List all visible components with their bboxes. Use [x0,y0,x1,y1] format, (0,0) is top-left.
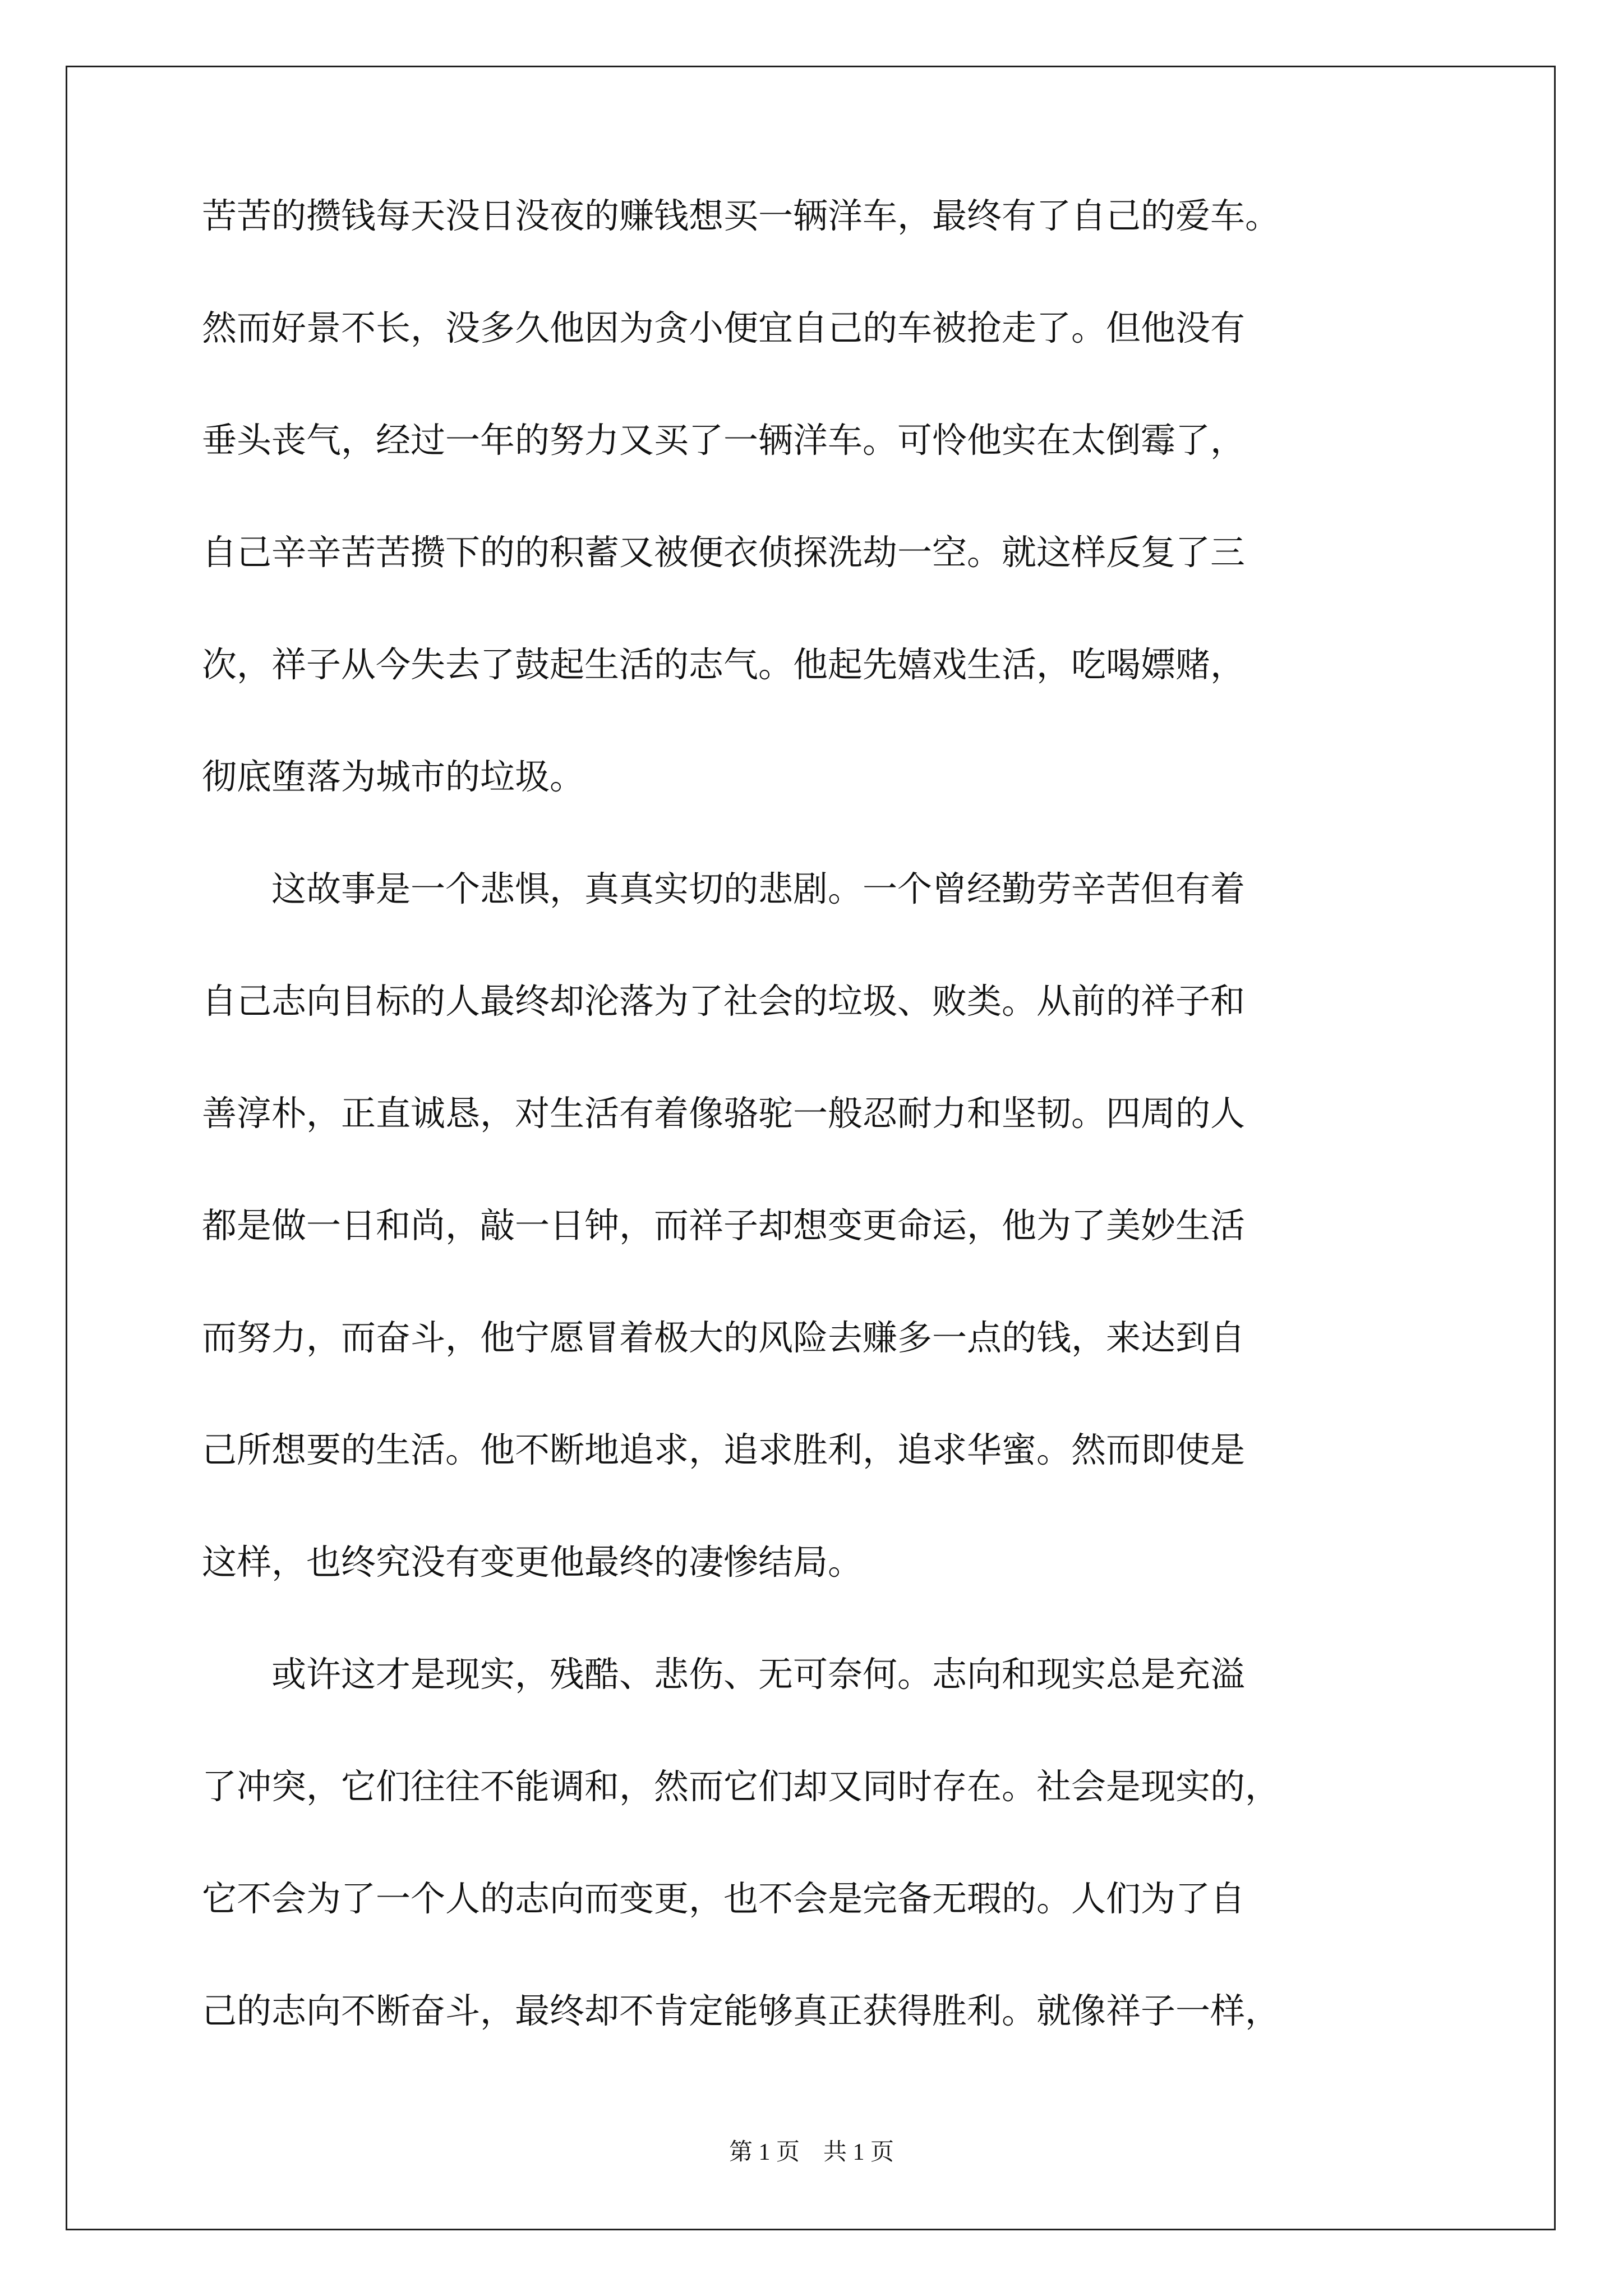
text-line: 了冲突，它们往往不能调和，然而它们却又同时存在。社会是现实的， [202,1766,1280,1807]
text-line: 己的志向不断奋斗，最终却不肯定能够真正获得胜利。就像祥子一样， [202,1990,1280,2031]
page-number-footer: 第 1 页 共 1 页 [728,2139,894,2165]
text-line: 苦苦的攒钱每天没日没夜的赚钱想买一辆洋车，最终有了自己的爱车。 [202,195,1280,236]
text-line: 都是做一日和尚，敲一日钟，而祥子却想变更命运，他为了美妙生活 [202,1205,1246,1246]
text-line: 或许这才是现实，残酷、悲伤、无可奈何。志向和现实总是充溢 [202,1654,1246,1695]
text-line: 彻底堕落为城市的垃圾。 [202,756,585,797]
text-line: 己所想要的生活。他不断地追求，追求胜利，追求华蜜。然而即使是 [202,1429,1246,1470]
text-line: 自己志向目标的人最终却沦落为了社会的垃圾、败类。从前的祥子和 [202,981,1246,1022]
text-line: 垂头丧气，经过一年的努力又买了一辆洋车。可怜他实在太倒霉了， [202,420,1246,461]
text-line: 自己辛辛苦苦攒下的的积蓄又被便衣侦探洗劫一空。就这样反复了三 [202,532,1246,573]
text-line: 它不会为了一个人的志向而变更，也不会是完备无瑕的。人们为了自 [202,1878,1246,1919]
text-line: 次，祥子从今失去了鼓起生活的志气。他起先嬉戏生活，吃喝嫖赌， [202,644,1246,685]
text-line: 这样，也终究没有变更他最终的凄惨结局。 [202,1542,863,1582]
text-line: 这故事是一个悲惧，真真实切的悲剧。一个曾经勤劳辛苦但有着 [202,868,1246,909]
text-line: 然而好景不长，没多久他因为贪小便宜自己的车被抢走了。但他没有 [202,307,1246,348]
text-line: 而努力，而奋斗，他宁愿冒着极大的风险去赚多一点的钱，来达到自 [202,1317,1246,1358]
text-line: 善淳朴，正直诚恳，对生活有着像骆驼一般忍耐力和坚韧。四周的人 [202,1093,1246,1134]
